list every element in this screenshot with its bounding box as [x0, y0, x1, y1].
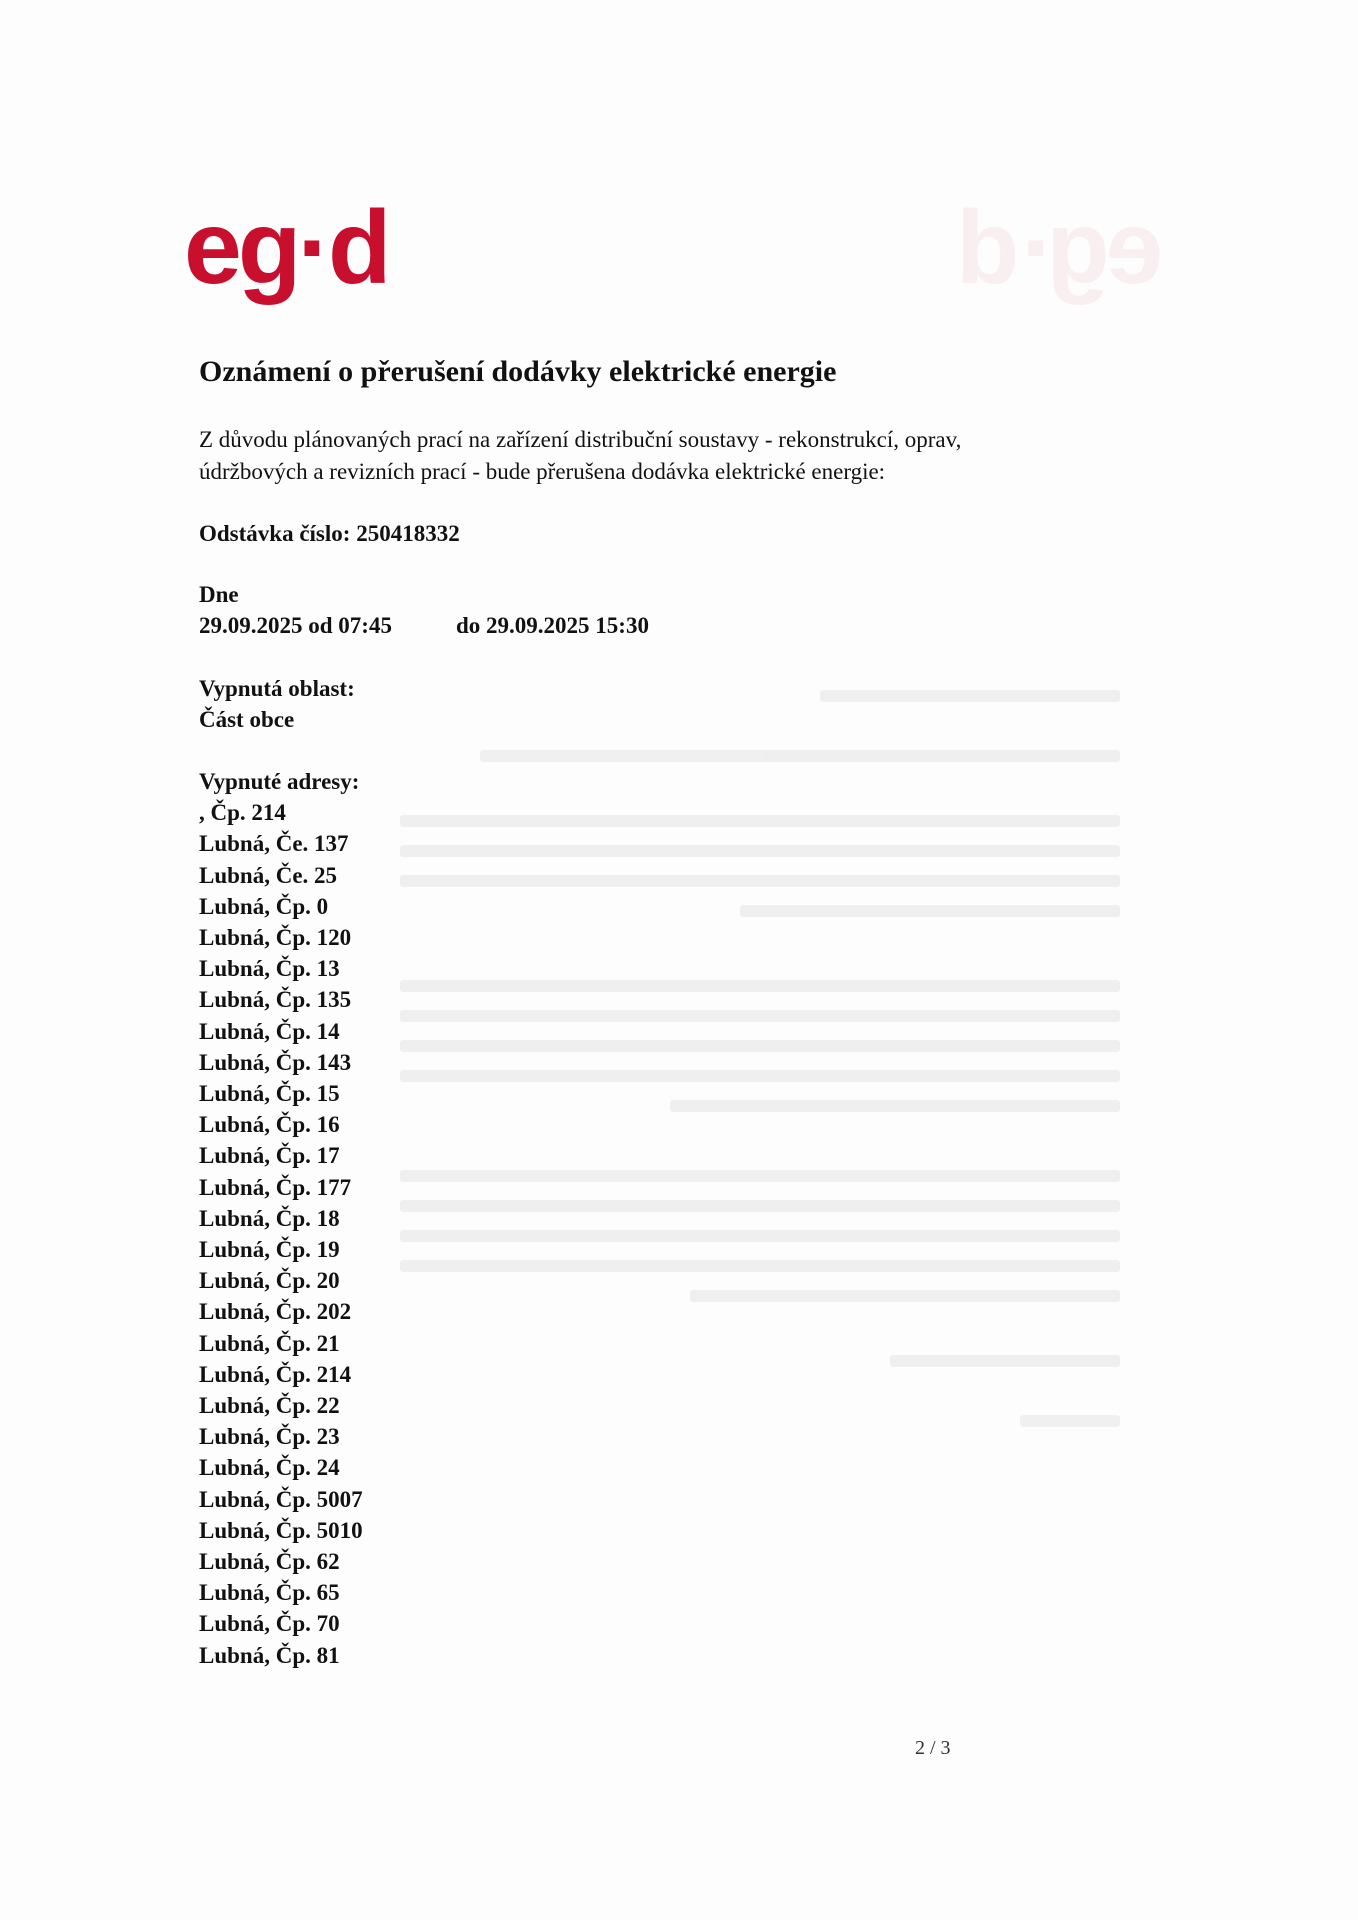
egd-logo: eg·d [184, 190, 388, 306]
address-item: Lubná, Čp. 202 [199, 1299, 352, 1325]
address-item: Lubná, Čp. 177 [199, 1174, 352, 1200]
address-item: Lubná, Če. 25 [199, 862, 338, 888]
address-item: Lubná, Čp. 21 [199, 1330, 340, 1356]
address-item: Lubná, Čp. 70 [199, 1611, 340, 1637]
date-to: do 29.09.2025 15:30 [456, 613, 649, 638]
address-item: Lubná, Čp. 5007 [199, 1486, 363, 1512]
address-list [199, 797, 363, 1671]
address-item: Lubná, Čp. 13 [199, 956, 340, 982]
intro-paragraph [199, 424, 1099, 488]
addresses-section [199, 766, 363, 1671]
address-item: Lubná, Čp. 14 [199, 1018, 340, 1044]
page-number: 2 / 3 [915, 1737, 951, 1759]
page-title: Oznámení o přerušení dodávky elektrické energie [199, 355, 837, 388]
address-item: Lubná, Čp. 81 [199, 1642, 340, 1668]
intro-line-1: Z důvodu plánovaných prací na zařízení distribuční soustavy - rekonstrukcí, oprav, [199, 427, 962, 452]
address-item: Lubná, Čp. 24 [199, 1455, 340, 1481]
area-label: Vypnutá oblast: [199, 676, 355, 701]
address-item: Lubná, Čp. 0 [199, 893, 329, 919]
date-label: Dne [199, 582, 239, 607]
address-item: Lubná, Čp. 62 [199, 1549, 340, 1575]
address-item: Lubná, Čp. 17 [199, 1143, 340, 1169]
address-item: Lubná, Čp. 143 [199, 1049, 352, 1075]
addresses-label: Vypnuté adresy: [199, 769, 360, 794]
show-through-logo: eg·d [960, 190, 1164, 306]
address-item: Lubná, Čp. 15 [199, 1081, 340, 1107]
address-item: Lubná, Čp. 135 [199, 987, 352, 1013]
area-value: Část obce [199, 707, 295, 732]
outage-number: 250418332 [356, 521, 460, 546]
outage-number-line [199, 518, 460, 550]
address-item: Lubná, Čp. 20 [199, 1268, 340, 1294]
area-section [199, 673, 355, 735]
address-item: Lubná, Čp. 19 [199, 1237, 340, 1263]
date-range [199, 610, 649, 641]
address-item: Lubná, Če. 137 [199, 831, 349, 857]
address-item: Lubná, Čp. 23 [199, 1424, 340, 1450]
address-item: Lubná, Čp. 214 [199, 1361, 352, 1387]
show-through-text [400, 690, 1180, 1450]
address-item: Lubná, Čp. 16 [199, 1112, 340, 1138]
address-item: Lubná, Čp. 120 [199, 925, 352, 951]
address-item: , Čp. 214 [199, 800, 286, 826]
address-item: Lubná, Čp. 65 [199, 1580, 340, 1606]
intro-line-2: údržbových a revizních prací - bude přerušena dodávka elektrické energie: [199, 459, 886, 484]
date-from: 29.09.2025 od 07:45 [199, 613, 392, 638]
date-section [199, 579, 649, 641]
address-item: Lubná, Čp. 22 [199, 1393, 340, 1419]
outage-label: Odstávka číslo: [199, 521, 351, 546]
address-item: Lubná, Čp. 18 [199, 1205, 340, 1231]
address-item: Lubná, Čp. 5010 [199, 1517, 363, 1543]
